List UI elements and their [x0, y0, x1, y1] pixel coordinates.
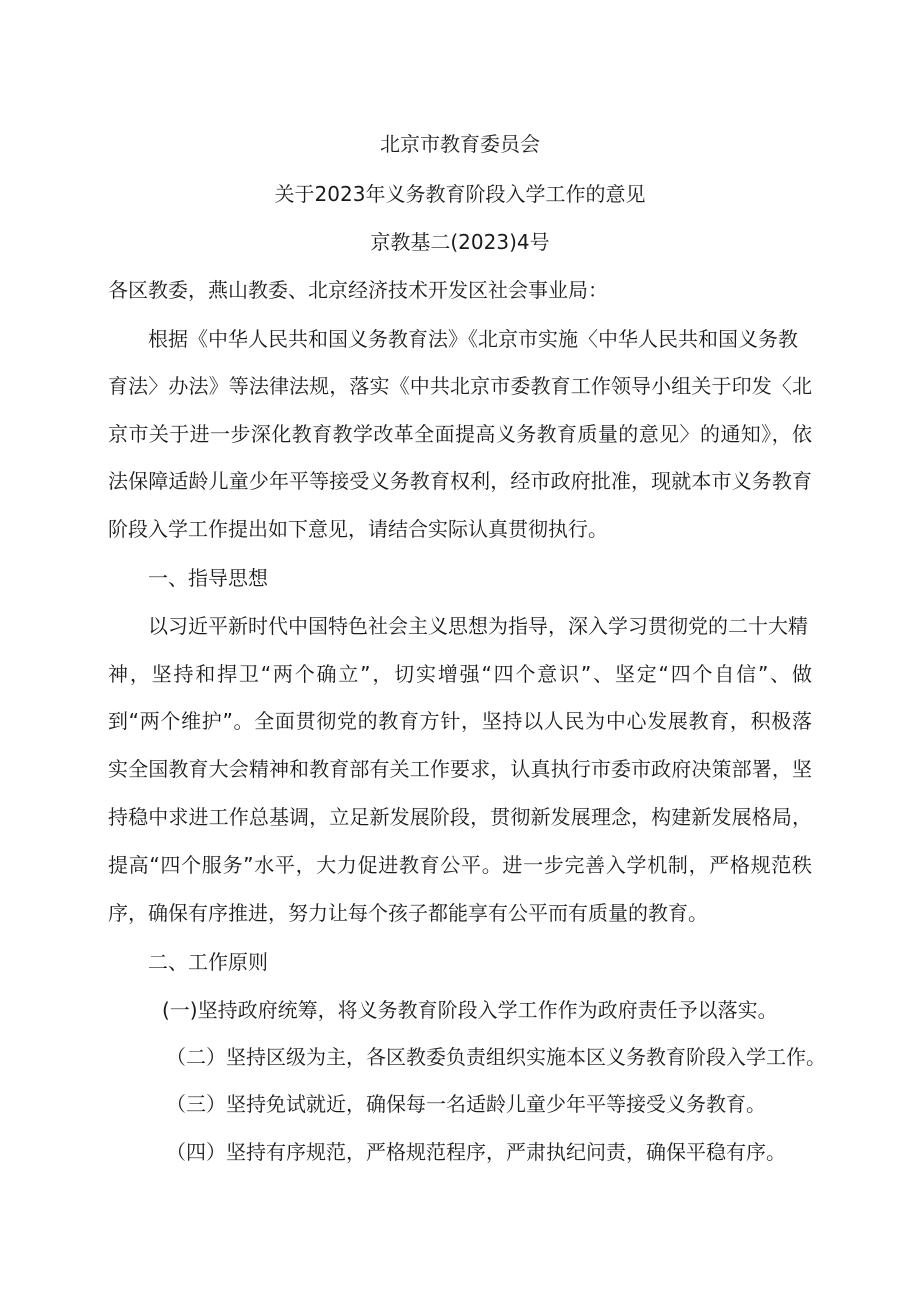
section1-line: 实全国教育大会精神和教育部有关工作要求，认真执行市委市政府决策部署，坚: [108, 757, 812, 781]
principle-item: (一)坚持政府统筹，将义务教育阶段入学工作作为政府责任予以落实。: [162, 998, 778, 1022]
issuer-title: 北京市教育委员会: [380, 132, 540, 156]
section1-line: 以习近平新时代中国特色社会主义思想为指导，深入学习贯彻党的二十大精: [148, 614, 808, 638]
section-heading-principles: 二、工作原则: [148, 950, 268, 974]
intro-line: 育法〉办法》等法律法规，落实《中共北京市委教育工作领导小组关于印发〈北: [108, 374, 812, 398]
section1-line: 提高“四个服务”水平，大力促进教育公平。进一步完善入学机制，严格规范秩: [108, 853, 812, 877]
section1-line: 序，确保有序推进，努力让每个孩子都能享有公平而有质量的教育。: [108, 901, 708, 925]
section1-line: 到“两个维护”。全面贯彻党的教育方针，坚持以人民为中心发展教育，积极落: [108, 709, 812, 733]
intro-line: 根据《中华人民共和国义务教育法》《北京市实施〈中华人民共和国义务教: [148, 327, 798, 351]
section1-line: 神，坚持和捍卫“两个确立”，切实增强“四个意识”、坚定“四个自信”、做: [108, 662, 812, 686]
principle-item: （二）坚持区级为主，各区教委负责组织实施本区义务教育阶段入学工作。: [166, 1045, 826, 1069]
principle-item: （三）坚持免试就近，确保每一名适龄儿童少年平等接受义务教育。: [166, 1092, 766, 1116]
principle-item: （四）坚持有序规范，严格规范程序，严肃执纪问责，确保平稳有序。: [166, 1140, 786, 1164]
document-number: 京教基二(2023)4号: [370, 230, 550, 254]
section-heading-guiding-thought: 一、指导思想: [148, 566, 268, 590]
salutation: 各区教委，燕山教委、北京经济技术开发区社会事业局：: [108, 278, 608, 302]
intro-line: 法保障适龄儿童少年平等接受义务教育权利，经市政府批准，现就本市义务教育: [108, 469, 812, 493]
section1-line: 持稳中求进工作总基调，立足新发展阶段，贯彻新发展理念，构建新发展格局，: [108, 805, 812, 829]
document-title: 关于2023年义务教育阶段入学工作的意见: [274, 182, 646, 206]
intro-line: 阶段入学工作提出如下意见，请结合实际认真贯彻执行。: [108, 517, 608, 541]
intro-line: 京市关于进一步深化教育教学改革全面提高义务教育质量的意见〉的通知》，依: [108, 422, 812, 446]
